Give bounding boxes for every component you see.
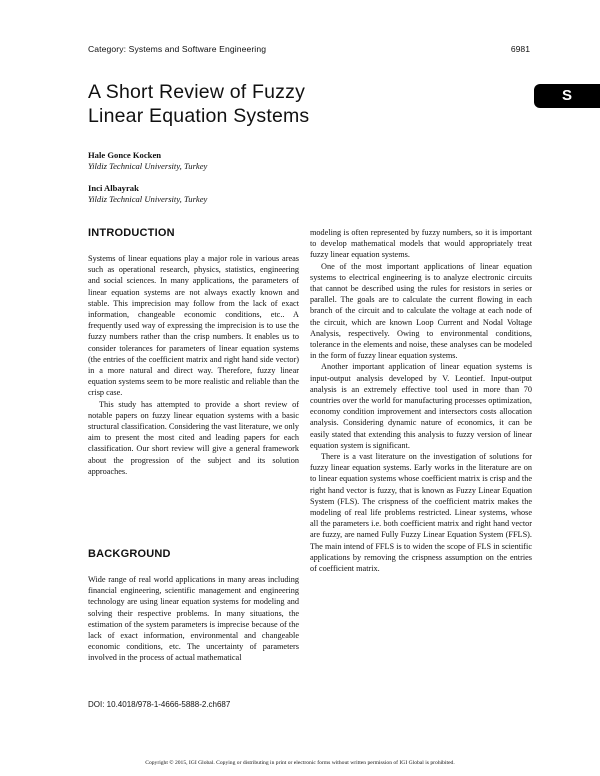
section-letter: S [561, 87, 572, 104]
copyright-notice: Copyright © 2015, IGI Global. Copying or distributing in print or electronic forms without written permission of IGI Global is prohibited. [145, 760, 455, 766]
body-paragraph: One of the most important applications of linear equation systems to electrical engineering is to analyze electronic circuits that cannot be described using the rules for resistors in series or parallel. The goals are to calculate the current flowing in each branch of the circuit and to calculate the voltage at each node of the circuit, which are known Loop Current and Nodal Voltage Analysis, respectively. Owing to environmental conditions, tolerance in the elements and noise, these analyses can be modeled in the form of fuzzy linear equation systems. [310, 261, 532, 361]
body-paragraph: This study has attempted to provide a short review of notable papers on fuzzy linear equation systems with a basic structural classification. Considering the vast literature, we only aim to present the most cited and leading papers for each classification. Our short review will give a general framework about the progression of the subject and its solution approaches. [88, 399, 300, 476]
author-block [88, 183, 207, 205]
background-body [88, 574, 299, 664]
author-affiliation: Yildiz Technical University, Turkey [88, 161, 208, 171]
body-paragraph: Wide range of real world applications in many areas including financial engineering, scientific management and engineering technology are using linear equation systems for modeling and solving their respective problems. In many situations, the estimation of the system parameters is imprecise because of the lack of exact information, environmental and changeable economic conditions, etc. The uncertainty of parameters involved in the process of actual mathematical [88, 575, 299, 663]
introduction-body [88, 253, 299, 477]
right-column-body [310, 227, 532, 574]
author-block [88, 150, 207, 172]
author-name: Hale Gonce Kocken [88, 150, 162, 160]
page-number: 6981 [510, 44, 530, 54]
doi-link[interactable]: DOI: 10.4018/978-1-4666-5888-2.ch687 [88, 700, 231, 709]
running-header-category: Category: Systems and Software Engineering [88, 44, 267, 54]
author-name: Inci Albayrak [88, 183, 139, 193]
author-affiliation: Yildiz Technical University, Turkey [88, 194, 208, 204]
body-paragraph: modeling is often represented by fuzzy numbers, so it is important to develop mathematical models that would appropriately treat fuzzy linear equation systems. [310, 228, 532, 260]
body-paragraph: Systems of linear equations play a major role in various areas such as operational research, physics, statistics, engineering and social sciences. In many applications, the parameters of linear equation systems are not always exactly known and stable. This imprecision may follow from the lack of exact information, changeable economic conditions, etc.. A frequently used way of expressing the imprecision is to use the fuzzy numbers rather than the crisp numbers. It enables us to consider tolerances for parameters of linear equation systems (the entries of the coefficient matrix and right hand side vector) in a more natural and direct way. Therefore, fuzzy linear equation systems seem to be more realistic and reliable than the crisp case. [88, 254, 299, 398]
introduction-heading: INTRODUCTION [88, 227, 175, 239]
article-title-line-1: A Short Review of Fuzzy [88, 81, 306, 103]
article-title-line-2: Linear Equation Systems [88, 105, 310, 127]
body-paragraph: There is a vast literature on the investigation of solutions for fuzzy linear equation systems. Early works in the literature are on to linear equation systems whose coefficient matrix is crisp and the right hand vector is fuzzy, that is known as Fuzzy Linear Equation System (FLS). The crispness of the coefficient matrix makes the modeling of real life problems restricted. Linear systems, whose all the parameters i.e. both coefficient matrix and right hand vector are fuzzy, are named Fully Fuzzy Linear Equation System (FFLS). The main intend of FFLS is to widen the scope of FLS in scientific applications by removing the crispness assumption on the entries of coefficient matrix. [310, 452, 532, 574]
article-title [88, 80, 309, 128]
body-paragraph: Another important application of linear equation systems is input-output analysis developed by V. Leontief. Input-output analysis is an extremely effective tool used in more than 70 countries over the world for manufacturing processes optimization, economy condition improvement and intersectors costs allocation analysis. Considering dynamic nature of economics, it can be easily stated that extending this analysis to fuzzy version of linear equation system is significant. [310, 362, 532, 450]
section-letter-tab [534, 84, 600, 108]
background-heading: BACKGROUND [88, 548, 171, 560]
